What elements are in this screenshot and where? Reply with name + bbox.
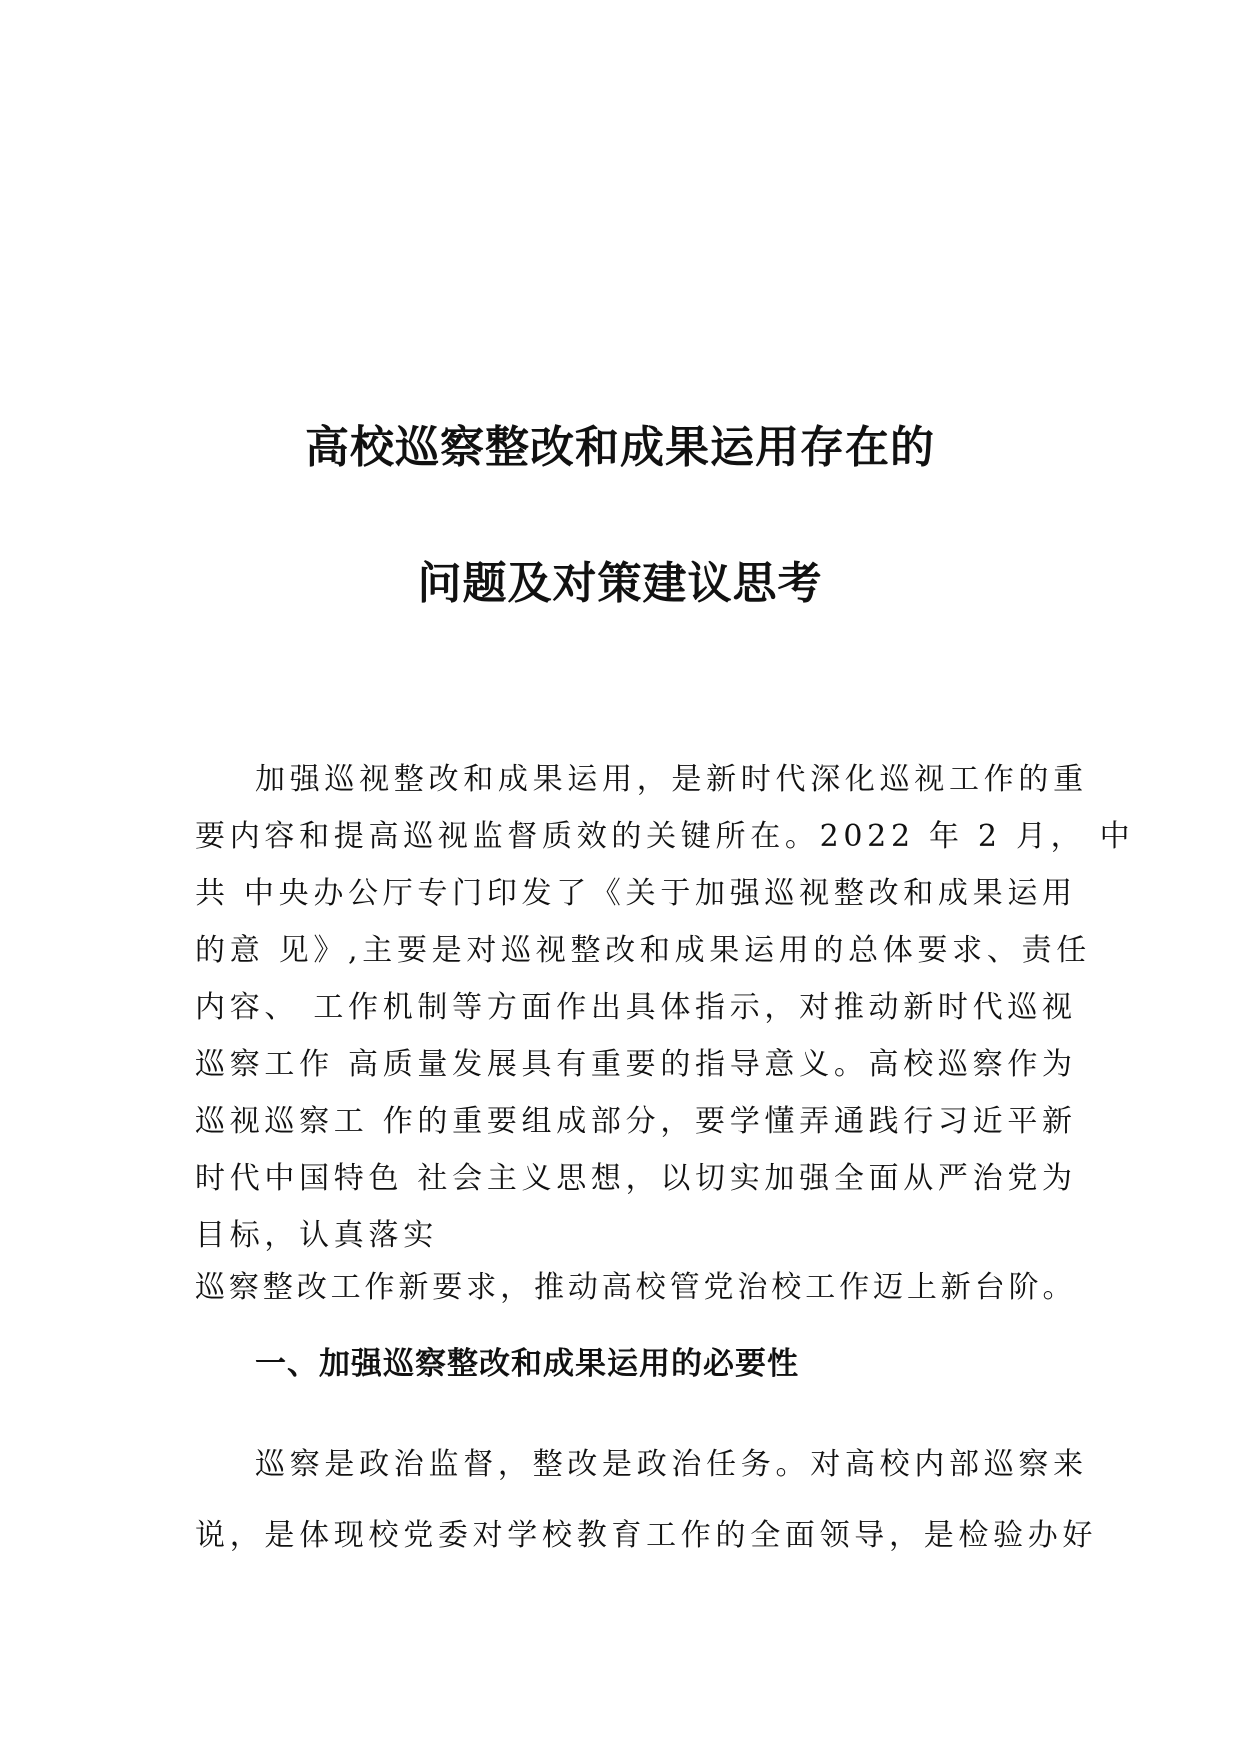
document-title-line-1: 高校巡察整改和成果运用存在的 bbox=[305, 422, 935, 473]
paragraph-line: 加强巡视整改和成果运用，是新时代深化巡视工作的重 bbox=[255, 762, 1088, 797]
paragraph-line: 巡察是政治监督，整改是政治任务。对高校内部巡察来 bbox=[255, 1447, 1088, 1482]
document-title-line-2: 问题及对策建议思考 bbox=[417, 558, 823, 609]
paragraph-line: 说，是体现校党委对学校教育工作的全面领导，是检验办好 bbox=[195, 1518, 1098, 1553]
paragraph-line: 巡视巡察工 作的重要组成部分，要学懂弄通践行习近平新 bbox=[195, 1104, 1077, 1139]
paragraph-line: 目标，认真落实 bbox=[195, 1218, 438, 1253]
paragraph-line: 内容、 工作机制等方面作出具体指示，对推动新时代巡视 bbox=[195, 990, 1077, 1025]
paragraph-line: 时代中国特色 社会主义思想，以切实加强全面从严治党为 bbox=[195, 1161, 1077, 1196]
paragraph-line: 的意 见》,主要是对巡视整改和成果运用的总体要求、责任 bbox=[195, 933, 1091, 968]
paragraph-line: 要内容和提高巡视监督质效的关键所在。2022 年 2 月， 中 bbox=[195, 819, 1135, 854]
paragraph-line: 巡察整改工作新要求，推动高校管党治校工作迈上新台阶。 bbox=[195, 1270, 1077, 1305]
section-heading: 一、加强巡察整改和成果运用的必要性 bbox=[255, 1346, 799, 1382]
paragraph-line: 共 中央办公厅专门印发了《关于加强巡视整改和成果运用 bbox=[195, 876, 1077, 911]
paragraph-line: 巡察工作 高质量发展具有重要的指导意义。高校巡察作为 bbox=[195, 1047, 1077, 1082]
